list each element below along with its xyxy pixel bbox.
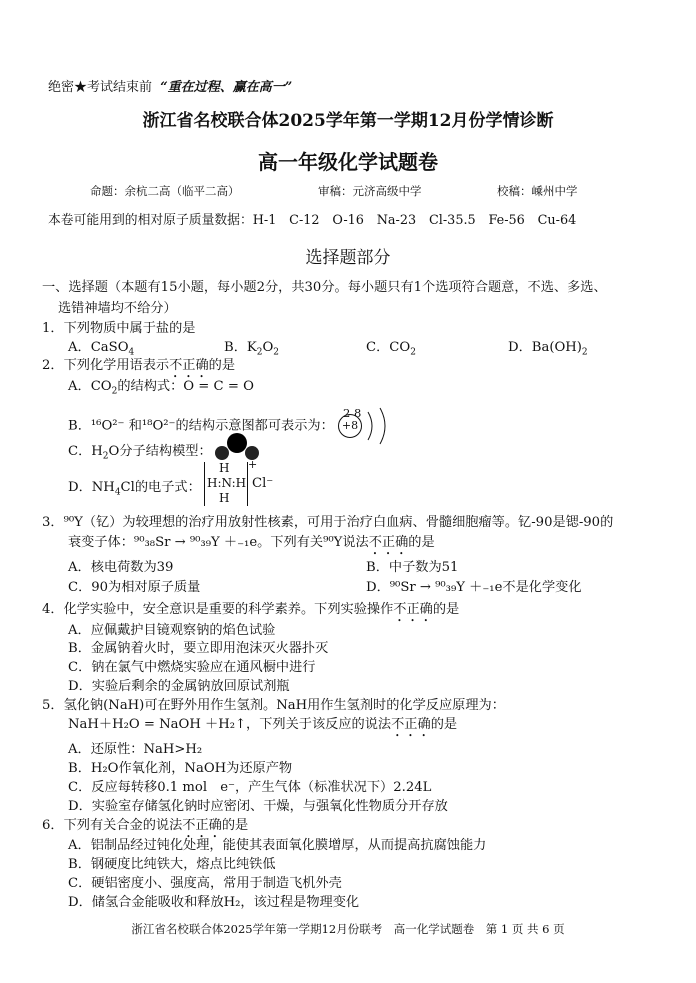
- q6-option-b: B．钢硬度比纯铁大，熔点比纯铁低: [68, 857, 276, 872]
- q5-option-d: D．实验室存储氢化钠时应密闭、干燥，与强氧化性物质分开存放: [68, 799, 448, 814]
- q6-option-c: C．硬铝密度小、强度高，常用于制造飞机外壳: [68, 876, 342, 891]
- secret-label: 绝密★考试结束前: [48, 80, 153, 95]
- q4-option-b: B．金属钠着火时，要立即用泡沫灭火器扑灭: [68, 641, 329, 656]
- q3-option-d: D．⁹⁰Sr → ⁹⁰₃₉Y ＋₋₁e不是化学变化: [366, 580, 582, 595]
- q6-option-d: D．储氢合金能吸收和释放H₂，该过程是物理变化: [68, 895, 360, 910]
- q1-option-d: D．$Ba(OH)_2$: [508, 340, 588, 358]
- meta-proofreader: 校稿：嵊州中学: [497, 184, 578, 198]
- shell-electrons: 2 8: [343, 406, 362, 420]
- meta-author: 命题：余杭二高（临平二高）: [90, 184, 240, 198]
- q3-line1: 3．⁹⁰Y（钇）为较理想的治疗用放射性核素，可用于治疗白血病、骨髓细胞瘤等。钇-90是锶-90的: [42, 515, 614, 530]
- q1-stem: 1．下列物质中属于盐的是: [42, 321, 196, 336]
- q4-option-a: A．应佩戴护目镜观察钠的焰色试验: [68, 623, 276, 638]
- slogan: “重在过程、赢在高一”: [160, 80, 293, 95]
- formula-h-bottom: H: [219, 491, 230, 505]
- q3-option-c: C．90为相对原子质量: [68, 580, 201, 595]
- formula-middle: H:N:H: [207, 476, 247, 490]
- q5-option-c: C．反应每转移0.1 mol e⁻，产生气体（标准状况下）2.24L: [68, 780, 432, 795]
- q4-option-d: D．实验后剩余的金属钠放回原试剂瓶: [68, 679, 290, 694]
- page-footer: 浙江省名校联合体2025学年第一学期12月份联考 高一化学试题卷 第 1 页 共 6 页: [131, 922, 565, 936]
- q4-option-c: C．钠在氯气中燃烧实验应在通风橱中进行: [68, 660, 316, 675]
- nucleus-circle: +8: [338, 414, 362, 438]
- q6-option-a: A．铝制品经过钝化处理，能使其表面氧化膜增厚，从而提高抗腐蚀能力: [68, 838, 487, 853]
- q5-line1: 5．氢化钠(NaH)可在野外用作生氢剂。NaH用作生氢剂时的化学反应原理为：: [42, 698, 505, 713]
- q1-option-a: A．CaSO$_4$: [68, 340, 135, 358]
- q5-option-a: A．还原性：NaH>H₂: [68, 742, 203, 757]
- page-title: 浙江省名校联合体2025学年第一学期12月份学情诊断: [142, 111, 554, 131]
- part-intro-line1: 一、选择题（本题有15小题，每小题2分，共30分。每小题只有1个选项符合题意，不选、多选、: [42, 280, 607, 295]
- header: [48, 76, 292, 95]
- q1-option-c: C．$CO_2$: [366, 340, 416, 358]
- q3-option-a: A．核电荷数为39: [68, 560, 174, 575]
- q2-option-c: C．$H_2O$分子结构模型：: [68, 444, 212, 462]
- q6-stem: 6．下列有关合金的说法不正确的是: [42, 818, 249, 833]
- part-intro-line2: 选错神墙均不给分）: [58, 301, 177, 316]
- meta-reviewer: 审稿：元济高级中学: [318, 184, 422, 198]
- q2-option-a: A．$CO_2$的结构式：O = C = O: [68, 379, 254, 397]
- atomic-masses: 本卷可能用到的相对原子质量数据：H-1 C-12 O-16 Na-23 Cl-35.5 Fe-56 Cu-64: [48, 213, 577, 228]
- page-subtitle: 高一年级化学试题卷: [258, 150, 438, 174]
- q1-option-b: B．$K_2O_2$: [224, 340, 280, 358]
- electron-shells-icon: [364, 406, 394, 446]
- q2-option-d: D．$NH_4Cl$的电子式：: [68, 480, 201, 498]
- q5-line2: NaH＋H₂O = NaOH ＋H₂↑，下列关于该反应的说法不正确的是: [68, 717, 458, 732]
- q4-stem: 4．化学实验中，安全意识是重要的科学素养。下列实验操作不正确的是: [42, 602, 460, 617]
- formula-chloride: Cl⁻: [252, 476, 274, 491]
- q2-stem: 2．下列化学用语表示不正确的是: [42, 358, 236, 373]
- q3-option-b: B．中子数为51: [366, 560, 459, 575]
- formula-charge: +: [248, 458, 258, 471]
- q2-option-b: B．¹⁶O²⁻ 和¹⁸O²⁻的结构示意图都可表示为： +8: [68, 406, 394, 446]
- section-title: 选择题部分: [305, 248, 391, 268]
- q5-option-b: B．H₂O作氧化剂，NaOH为还原产物: [68, 761, 293, 776]
- formula-h-top: H: [219, 461, 230, 475]
- q3-line2: 衰变子体：⁹⁰₃₈Sr → ⁹⁰₃₉Y ＋₋₁e。下列有关⁹⁰Y说法不正确的是: [68, 535, 435, 550]
